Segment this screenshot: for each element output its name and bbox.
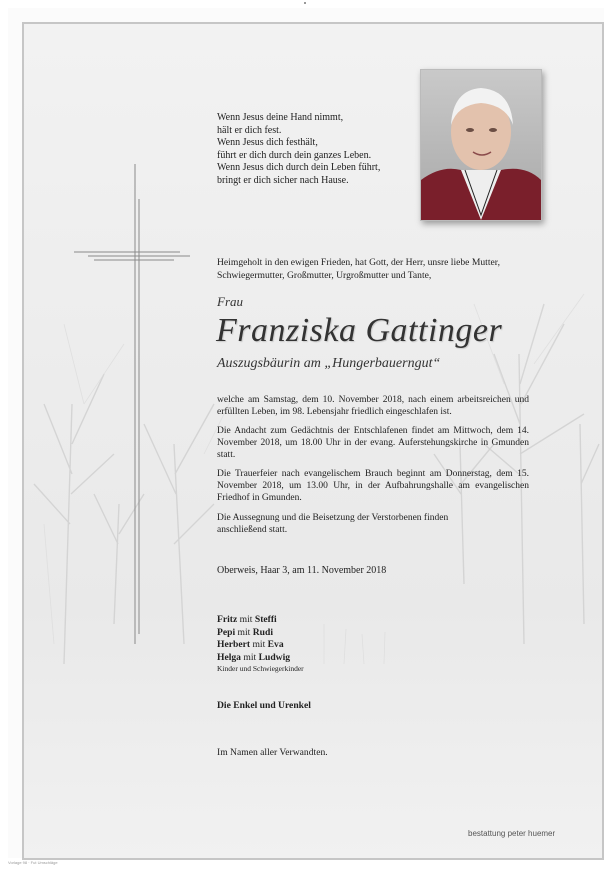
verse-line: Wenn Jesus dich festhält, xyxy=(217,137,318,149)
bible-verse xyxy=(217,112,380,188)
mourner-row: Fritz mit Steffi xyxy=(217,614,277,625)
mourner-row: Pepi mit Rudi xyxy=(217,626,273,638)
portrait-photo xyxy=(420,69,542,221)
mourners-list xyxy=(217,614,304,674)
deceased-subtitle: Auszugsbäurin am „Hungerbauerngut“ xyxy=(217,356,441,371)
print-footnote: Vorlage 98 · Fut Umschläge xyxy=(8,860,58,865)
verse-line: führt er dich durch dein ganzes Leben. xyxy=(217,149,372,161)
burial-paragraph: Die Aussegnung und die Beisetzung der Verstorbenen finden anschließend statt. xyxy=(217,513,449,536)
deceased-name: Franziska Gattinger xyxy=(216,312,503,349)
verse-line: bringt er dich sicher nach Hause. xyxy=(217,174,349,186)
memorial-paragraph: Die Andacht zum Gedächtnis der Entschlafenen findet am Mittwoch, dem 14. November 2018, um 18.00 Uhr in der evang. Auferstehungskirche in Gmunden statt. xyxy=(217,426,529,461)
portrait-illustration xyxy=(421,70,541,220)
relatives-line: Im Namen aller Verwandten. xyxy=(217,747,328,758)
verse-line: Wenn Jesus dich durch dein Leben führt, xyxy=(217,162,381,174)
death-paragraph: welche am Samstag, dem 10. November 2018, nach einem arbeitsreichen und erfüllten Leben, im 98. Lebensjahr friedlich eingeschlafen ist. xyxy=(217,395,529,418)
registration-mark xyxy=(304,2,306,4)
place-date: Oberweis, Haar 3, am 11. November 2018 xyxy=(217,565,387,576)
name-prefix: Frau xyxy=(217,294,243,309)
intro-line: Heimgeholt in den ewigen Frieden, hat Gott, der Herr, unsre liebe Mutter, xyxy=(217,257,500,268)
verse-line: hält er dich fest. xyxy=(217,124,282,136)
cross-icon xyxy=(74,164,204,644)
intro-text xyxy=(217,256,537,282)
intro-line: Schwiegermutter, Großmutter, Urgroßmutter und Tante, xyxy=(217,270,432,281)
mourners-caption: Kinder und Schwiegerkinder xyxy=(217,664,304,674)
funeral-paragraph: Die Trauerfeier nach evangelischem Brauch beginnt am Donnerstag, dem 15. November 2018, um 13.00 Uhr, in der Aufbahrungshalle am evangelischen Friedhof in Gmunden. xyxy=(217,469,529,504)
mourner-row: Herbert mit Eva xyxy=(217,639,284,651)
mourner-row: Helga mit Ludwig xyxy=(217,651,291,663)
verse-line: Wenn Jesus deine Hand nimmt, xyxy=(217,112,344,123)
funeral-home: bestattung peter huemer xyxy=(468,829,556,838)
grandchildren-line: Die Enkel und Urenkel xyxy=(217,700,311,711)
